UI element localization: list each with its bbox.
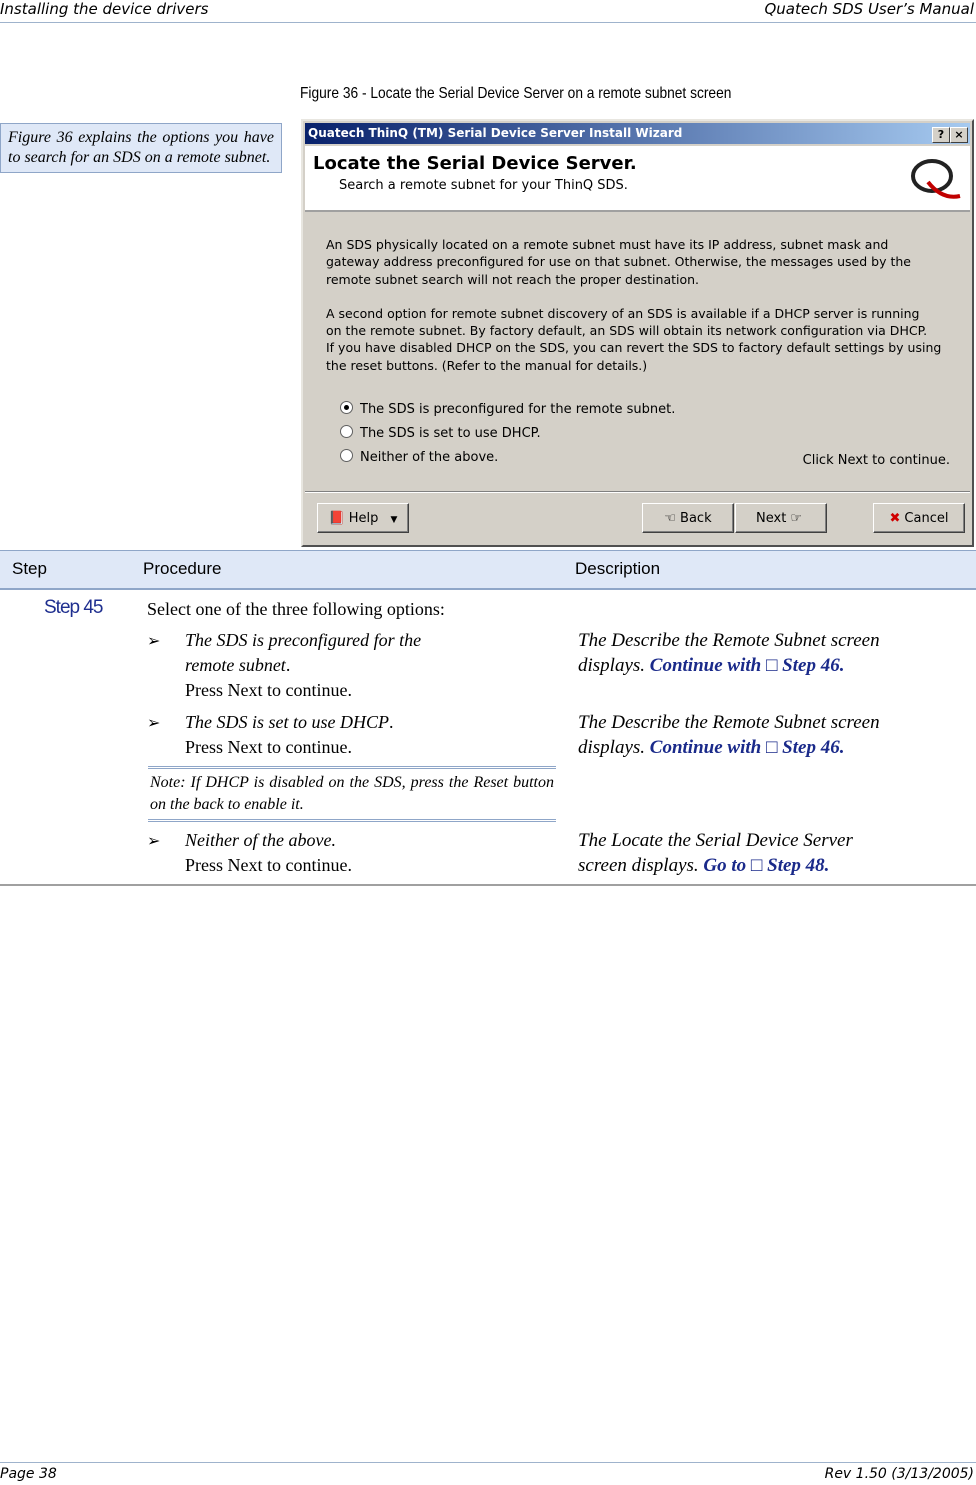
page-footer [0,1462,976,1485]
click-next-hint: Click Next to continue. [802,453,950,468]
wizard-subheading: Search a remote subnet for your ThinQ SDS. [339,178,628,193]
procedure-option: The SDS is preconfigured for the remote subnet. Press Next to continue. [185,630,422,700]
option-text: Neither of the above. [185,830,336,850]
desc-text: The Locate the Serial Device Server [578,830,853,851]
wizard-heading: Locate the Serial Device Server. [313,153,637,174]
description-cell [578,710,880,760]
radio-label: The SDS is preconfigured for the remote subnet. [360,402,676,417]
wizard-banner [305,146,970,212]
para2-line: A second option for remote subnet discovery of an SDS is available if a DHCP server is running [326,305,920,321]
para1-line: gateway address preconfigured for use on that subnet. Otherwise, the messages used by the [326,254,911,270]
option-text: The SDS is set to use DHCP [185,712,389,732]
back-button[interactable] [642,503,734,533]
para2-line: the reset buttons. (Refer to the manual for details.) [326,357,648,373]
option-action: Press Next to continue. [185,855,352,875]
desc-text: The Describe the Remote Subnet screen [578,630,880,651]
radio-selected-icon[interactable] [340,401,353,414]
dhcp-note: Note: If DHCP is disabled on the SDS, press the Reset button on the back to enable it. [148,766,556,822]
option-text: remote subnet [185,655,286,675]
radio-label: Neither of the above. [360,450,499,465]
next-button[interactable] [735,503,827,533]
procedure-intro: Select one of the three following options: [147,599,445,619]
col-procedure: Procedure [143,559,222,578]
arrow-bullet-icon: ➢ [147,715,161,732]
col-description: Description [575,559,661,578]
step-link[interactable]: Continue with □ Step 46. [649,655,845,676]
hand-left-icon: ☜ [664,511,677,526]
quatech-logo-icon [908,152,962,202]
radio-dhcp[interactable] [340,425,541,442]
table-bottom-rule [0,884,976,886]
back-button-label: Back [680,511,712,526]
step-label: Step 45 [44,597,103,618]
table-header [0,550,976,590]
revision: Rev 1.50 (3/13/2005) [824,1466,974,1482]
help-button-label: Help [348,511,379,526]
dialog-titlebar [305,123,970,144]
header-manual-title: Quatech SDS User’s Manual [764,0,974,18]
desc-text: displays. [578,655,646,676]
description-cell [578,628,880,678]
red-x-icon: ✖ [889,511,901,526]
para2-line: on the remote subnet. By factory default, an SDS will obtain its network configuration via DHCP. [326,323,928,339]
radio-label: The SDS is set to use DHCP. [360,426,541,441]
step-link[interactable]: Go to □ Step 48. [703,855,830,876]
help-button[interactable] [317,503,409,533]
option-text: The SDS is preconfigured for the [185,630,422,650]
header-section-title: Installing the device drivers [0,0,209,18]
radio-neither[interactable] [340,449,498,466]
button-separator [305,491,970,493]
para2-line: If you have disabled DHCP on the SDS, you can revert the SDS to factory default settings by using [326,340,942,356]
radio-unselected-icon[interactable] [340,425,353,438]
hand-right-icon: ☞ [790,511,802,526]
next-button-label: Next [756,511,787,526]
wizard-body-text [326,236,956,391]
procedure-option: The SDS is set to use DHCP. Press Next to continue. [185,712,394,757]
install-wizard-dialog [301,119,974,547]
radio-unselected-icon[interactable] [340,449,353,462]
para1-line: remote subnet search will not reach the proper destination. [326,271,700,287]
description-cell [578,828,853,878]
page-header [0,0,976,23]
cancel-button[interactable] [873,503,965,533]
desc-text: screen displays. [578,855,699,876]
desc-text: The Describe the Remote Subnet screen [578,712,880,733]
cancel-button-label: Cancel [904,511,949,526]
col-step: Step [12,559,47,578]
para1-line: An SDS physically located on a remote subnet must have its IP address, subnet mask and [326,237,889,252]
side-note: Figure 36 explains the options you have to search for an SDS on a remote subnet. [0,123,282,173]
option-action: Press Next to continue. [185,737,352,757]
figure-caption: Figure 36 - Locate the Serial Device Server on a remote subnet screen [300,85,732,102]
desc-text: displays. [578,737,646,758]
option-action: Press Next to continue. [185,680,352,700]
dialog-title: Quatech ThinQ (TM) Serial Device Server Install Wizard [308,126,683,140]
close-title-button[interactable]: × [950,127,968,143]
book-icon: 📕 [328,511,345,526]
dropdown-arrow-icon: ▼ [390,515,398,525]
step-link[interactable]: Continue with □ Step 46. [649,737,845,758]
page-number: Page 38 [0,1466,57,1482]
procedure-option [185,828,352,878]
help-title-button[interactable]: ? [932,127,950,143]
arrow-bullet-icon: ➢ [147,633,161,650]
arrow-bullet-icon: ➢ [147,833,161,850]
radio-preconfigured[interactable] [340,401,675,418]
